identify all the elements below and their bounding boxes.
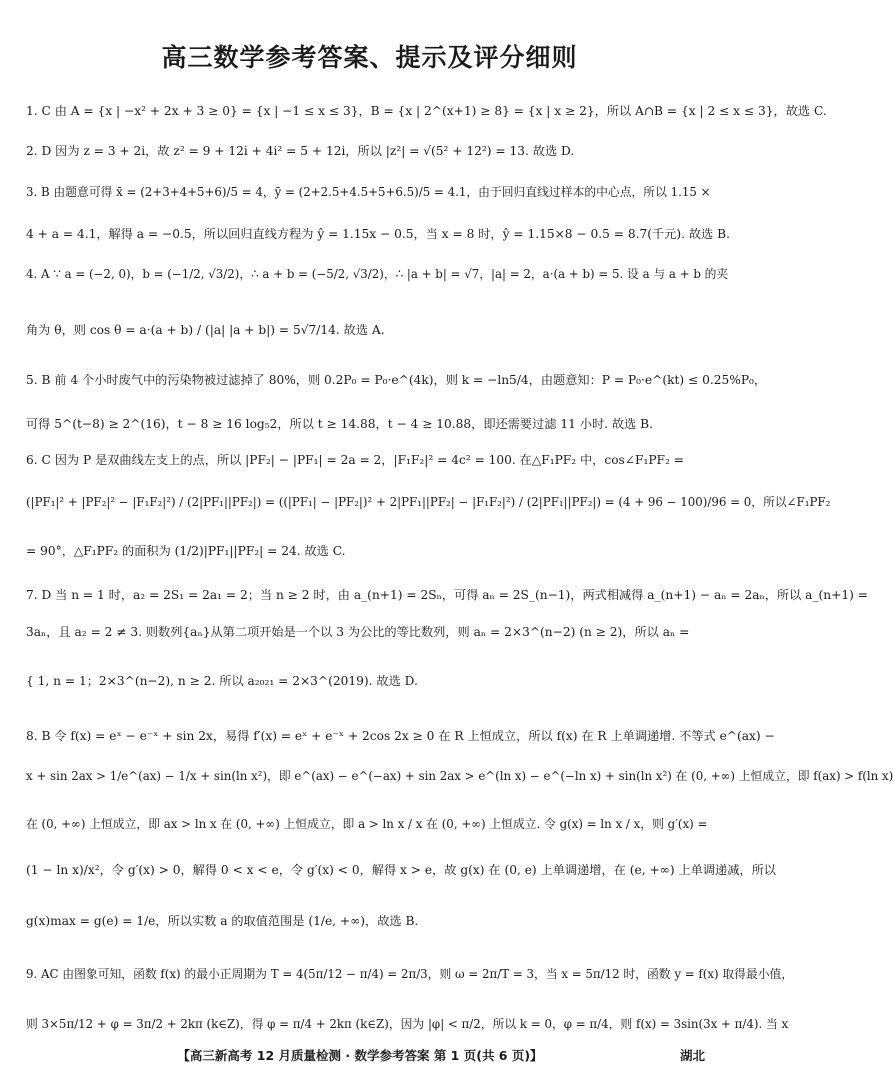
answer-line-q5-b: 可得 5^(t−8) ≥ 2^(16)，t − 8 ≥ 16 log₅2，所以 t ≥ 14.88，t − 4 ≥ 10.88，即还需要过滤 11 小时. 故选 B.: [26, 417, 653, 431]
answer-line-q3-a: 3. B 由题意可得 x̄ = (2+3+4+5+6)/5 = 4，ȳ = (2+2.5+4.5+5+6.5)/5 = 4.1，由于回归直线过样本的中心点，所以 1.15 ×: [26, 185, 711, 199]
footer-region: 湖北: [679, 1048, 705, 1063]
answer-line-q7-b: 3aₙ，且 a₂ = 2 ≠ 3. 则数列{aₙ}从第二项开始是一个以 3 为公比的等比数列，则 aₙ = 2×3^(n−2) (n ≥ 2)，所以 aₙ =: [26, 625, 690, 639]
answer-line-q8-d: (1 − ln x)/x²，令 g′(x) > 0，解得 0 < x < e，令 g′(x) < 0，解得 x > e，故 g(x) 在 (0, e) 上单调递增，在 (e, +∞) 上单调递减，所以: [26, 863, 776, 877]
answer-line-q7-a: 7. D 当 n = 1 时，a₂ = 2S₁ = 2a₁ = 2；当 n ≥ 2 时，由 a_(n+1) = 2Sₙ，可得 aₙ = 2S_(n−1)，两式相减得 a_(n+1) − aₙ = 2aₙ，所以 a_(n+1) =: [26, 588, 868, 602]
answer-line-q8-b: x + sin 2ax > 1/e^(ax) − 1/x + sin(ln x²)，即 e^(ax) − e^(−ax) + sin 2ax > e^(ln x) − e^(−ln x) + sin(ln x²) 在 (0, +∞) 上恒成立，即 f(ax) > f(ln x): [26, 769, 893, 783]
answer-line-q4-a: 4. A ∵ a = (−2, 0)，b = (−1/2, √3/2)，∴ a + b = (−5/2, √3/2)，∴ |a + b| = √7，|a| = 2，a·(a + b) = 5. 设 a 与 a + b 的夹: [26, 267, 729, 281]
answer-line-q8-c: 在 (0, +∞) 上恒成立，即 ax > ln x 在 (0, +∞) 上恒成立，即 a > ln x / x 在 (0, +∞) 上恒成立. 令 g(x) = ln x / x，则 g′(x) =: [26, 817, 708, 831]
answer-line-q1: 1. C 由 A = {x | −x² + 2x + 3 ≥ 0} = {x | −1 ≤ x ≤ 3}，B = {x | 2^(x+1) ≥ 8} = {x | x ≥ 2}，所以 A∩B = {x | 2 ≤ x ≤ 3}，故选 C.: [26, 104, 827, 118]
answer-line-q2: 2. D 因为 z = 3 + 2i，故 z² = 9 + 12i + 4i² = 5 + 12i，所以 |z²| = √(5² + 12²) = 13. 故选 D.: [26, 144, 575, 158]
answer-line-q7-c: { 1, n = 1；2×3^(n−2), n ≥ 2. 所以 a₂₀₂₁ = 2×3^(2019). 故选 D.: [26, 674, 418, 688]
answer-line-q9-a: 9. AC 由图象可知，函数 f(x) 的最小正周期为 T = 4(5π/12 − π/4) = 2π/3，则 ω = 2π/T = 3，当 x = 5π/12 时，函数 y = f(x) 取得最小值，: [26, 967, 794, 981]
answer-line-q5-a: 5. B 前 4 个小时废气中的污染物被过滤掉了 80%，则 0.2P₀ = P₀·e^(4k)，则 k = −ln5/4，由题意知：P = P₀·e^(kt) ≤ 0.25%P₀，: [26, 373, 767, 387]
answer-line-q3-b: 4 + a = 4.1，解得 a = −0.5，所以回归直线方程为 ŷ = 1.15x − 0.5，当 x = 8 时，ŷ = 1.15×8 − 0.5 = 8.7(千元). 故选 B.: [26, 227, 730, 241]
answer-line-q8-e: g(x)max = g(e) = 1/e，所以实数 a 的取值范围是 (1/e, +∞)，故选 B.: [26, 914, 419, 928]
footer-exam-info: 【高三新高考 12 月质量检测 · 数学参考答案 第 1 页(共 6 页)】: [177, 1048, 543, 1063]
answer-line-q9-b: 则 3×5π/12 + φ = 3π/2 + 2kπ (k∈Z)，得 φ = π/4 + 2kπ (k∈Z)，因为 |φ| < π/2，所以 k = 0，φ = π/4，则 f(x) = 3sin(3x + π/4). 当 x: [26, 1017, 789, 1031]
answer-line-q6-c: = 90°，△F₁PF₂ 的面积为 (1/2)|PF₁||PF₂| = 24. 故选 C.: [26, 544, 346, 558]
page-title: 高三数学参考答案、提示及评分细则: [161, 43, 578, 72]
answer-line-q6-a: 6. C 因为 P 是双曲线左支上的点，所以 |PF₂| − |PF₁| = 2a = 2，|F₁F₂|² = 4c² = 100. 在△F₁PF₂ 中，cos∠F₁PF₂ =: [26, 453, 684, 467]
answer-line-q6-b: (|PF₁|² + |PF₂|² − |F₁F₂|²) / (2|PF₁||PF₂|) = ((|PF₁| − |PF₂|)² + 2|PF₁||PF₂| − |F₁F₂|²) / (2|PF₁||PF₂|) = (4 + 96 − 100)/96 = 0，所以∠F₁PF₂: [26, 495, 831, 509]
answer-line-q4-b: 角为 θ，则 cos θ = a·(a + b) / (|a| |a + b|) = 5√7/14. 故选 A.: [26, 323, 385, 337]
answer-line-q8-a: 8. B 令 f(x) = eˣ − e⁻ˣ + sin 2x，易得 f′(x) = eˣ + e⁻ˣ + 2cos 2x ≥ 0 在 R 上恒成立，所以 f(x) 在 R 上单调递增. 不等式 e^(ax) −: [26, 729, 775, 743]
